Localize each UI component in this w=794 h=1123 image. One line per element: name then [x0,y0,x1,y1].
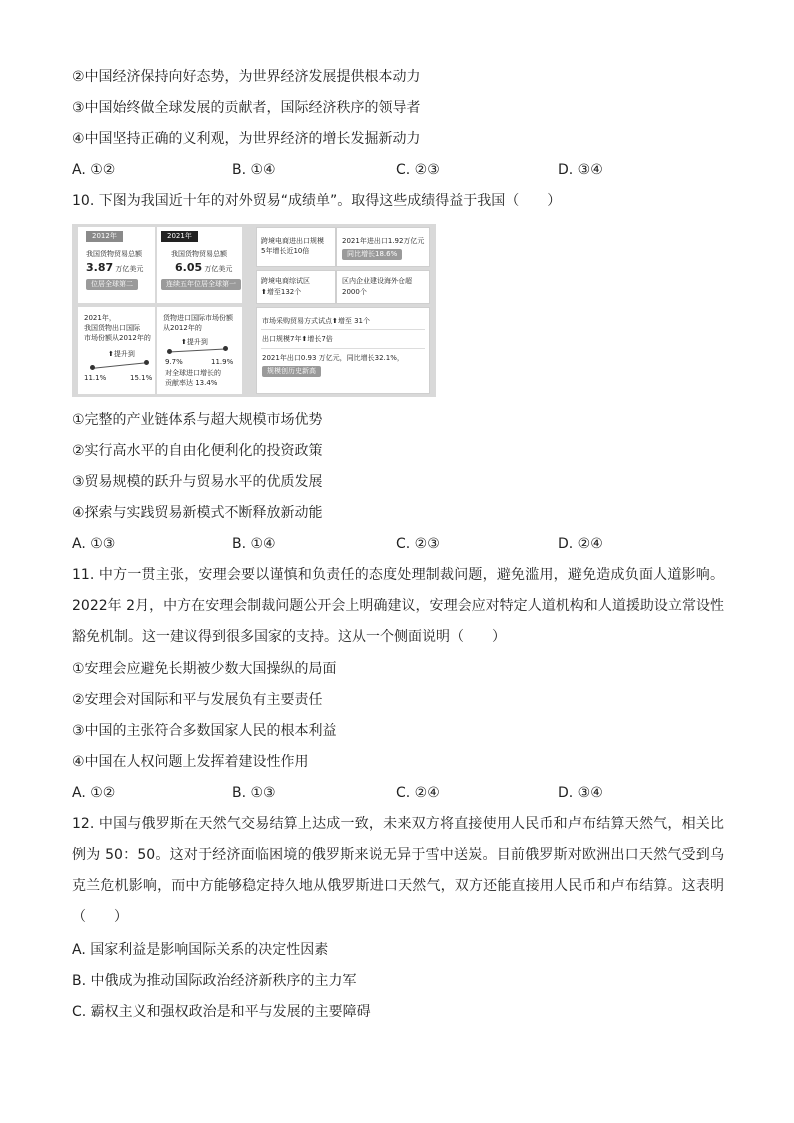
market-line-2b: 增长7倍 [307,335,333,343]
import-share-line-2: 从2012年的 [163,324,202,332]
import-share-dot-start [167,349,172,354]
q9-option-a[interactable]: A. ①② [72,162,116,178]
up-arrow-icon: ⬆ [261,288,267,296]
q12-option-b[interactable]: B. 中俄成为推动国际政治经济新秩序的主力军 [72,973,357,989]
market-line-1: 市场采购贸易方式试点 [262,317,332,325]
q11-option-c[interactable]: C. ②④ [396,785,440,801]
export-share-trend-line [92,362,148,369]
up-arrow-icon: ⬆ [108,350,114,358]
q10-option-a[interactable]: A. ①③ [72,536,116,552]
import-share-dot-end [223,346,228,351]
unit-2021: 万亿美元 [204,265,233,273]
export-share-line-1: 2021年， [84,314,116,322]
warehouse-line-2: 2000个 [342,288,367,296]
q12-option-a[interactable]: A. 国家利益是影响国际关系的决定性因素 [72,942,329,958]
pilot-zone-line-1: 跨境电商综试区 [261,277,310,285]
import-share-from: 9.7% [165,358,183,366]
q11-item-1: ①安理会应避免长期被少数大国操纵的局面 [72,661,337,677]
rank-2021-badge: 连续五年位居全球第一 [161,279,241,290]
ecommerce-line-2: 5年增长近10倍 [261,247,310,255]
q11-item-4: ④中国在人权问题上发挥着建设性作用 [72,754,309,770]
q10-option-b[interactable]: B. ①④ [232,536,276,552]
export-share-dot-start [90,365,95,370]
year-tag-2021: 2021年 [161,231,198,242]
card-cross-border-ecommerce [256,227,430,267]
q9-item-2: ②中国经济保持向好态势，为世界经济发展提供根本动力 [72,69,421,85]
q9-item-3: ③中国始终做全球发展的贡献者，国际经济秩序的领导者 [72,100,421,116]
record-high-badge: 规模创历史新高 [262,366,321,377]
warehouse-line-1: 区内企业建设海外仓超 [342,277,412,285]
q11-item-2: ②安理会对国际和平与发展负有主要责任 [72,692,323,708]
export-share-dot-end [144,360,149,365]
export-share-from: 11.1% [84,374,107,382]
label-2021-total: 我国货物贸易总额 [171,250,227,258]
pilot-zone-line-2: 增至132个 [266,288,302,296]
q9-option-b[interactable]: B. ①④ [232,162,276,178]
q11-option-a[interactable]: A. ①② [72,785,116,801]
market-line-1b: 增至 31个 [337,317,371,325]
ecommerce-growth-badge: 同比增长18.6% [342,249,402,260]
import-share-up-label: 提升到 [186,338,208,346]
value-2012: 3.87 [86,261,114,274]
rank-2012-badge: 位居全球第二 [86,279,138,290]
q9-option-d[interactable]: D. ③④ [558,162,603,178]
export-share-to: 15.1% [130,374,153,382]
market-line-3: 2021年出口0.93 万亿元，同比增长32.1%， [262,354,404,362]
label-2012-total: 我国货物贸易总额 [86,250,142,258]
value-2021: 6.05 [175,261,203,274]
market-line-2: 出口规模7年 [262,335,302,343]
q10-option-d[interactable]: D. ②④ [558,536,603,552]
up-arrow-icon: ⬆ [301,335,308,343]
card-market-procurement [256,307,430,394]
ecommerce-line-1: 跨境电商进出口规模 [261,237,324,245]
q10-option-c[interactable]: C. ②③ [396,536,440,552]
card-import-share [157,307,242,394]
card-pilot-zones [256,270,430,304]
q11-option-d[interactable]: D. ③④ [558,785,603,801]
q9-item-4: ④中国坚持正确的义利观，为世界经济的增长发掘新动力 [72,131,421,147]
q11-option-b[interactable]: B. ①③ [232,785,276,801]
trade-infographic [72,224,436,397]
import-share-line-1: 货物进口国际市场份额 [163,314,233,322]
import-share-line-3: 对全球进口增长的 [165,369,221,377]
export-share-line-2: 我国货物出口国际 [84,324,140,332]
up-arrow-icon: ⬆ [332,317,338,325]
card-2012 [78,227,155,303]
unit-2012: 万亿美元 [115,265,144,273]
import-share-to: 11.9% [211,358,234,366]
q10-item-2: ②实行高水平的自由化便利化的投资政策 [72,443,323,459]
q12-stem: 12. 中国与俄罗斯在天然气交易结算上达成一致，未来双方将直接使用人民币和卢布结算天然气，相关比例为 50：50。这对于经济面临困境的俄罗斯来说无异于雪中送炭。目前俄罗斯对欧洲出口天然气受到乌克兰危机影响，而中方能够稳定持久地从俄罗斯进口天然气，双方还能直接用人民币和卢布结算。这表明（ ） [72,816,724,925]
q11-stem: 11. 中方一贯主张，安理会要以谨慎和负责任的态度处理制裁问题，避免滥用，避免造成负面人道影响。2022年 2月，中方在安理会制裁问题公开会上明确建议，安理会应对特定人道机构和人道援助设立常设性豁免机制。这一建议得到很多国家的支持。这从一个侧面说明（ ） [72,567,724,645]
q11-item-3: ③中国的主张符合多数国家人民的根本利益 [72,723,337,739]
card-export-share [78,307,155,394]
up-arrow-icon: ⬆ [181,338,187,346]
export-share-up-label: 提升到 [113,350,135,358]
q12-option-c[interactable]: C. 霸权主义和强权政治是和平与发展的主要障碍 [72,1004,371,1020]
q10-item-4: ④探索与实践贸易新模式不断释放新动能 [72,505,323,521]
import-share-line-4: 贡献率达 13.4% [165,379,218,387]
card-2021 [157,227,242,303]
export-share-line-3: 市场份额从2012年的 [84,334,151,342]
q9-option-c[interactable]: C. ②③ [396,162,440,178]
import-share-trend-line [169,349,225,353]
year-tag-2012: 2012年 [86,231,123,242]
q10-item-3: ③贸易规模的跃升与贸易水平的优质发展 [72,474,323,490]
ecommerce-line-3: 2021年进出口1.92万亿元 [342,237,425,245]
q10-item-1: ①完整的产业链体系与超大规模市场优势 [72,412,323,428]
q10-stem: 10. 下图为我国近十年的对外贸易“成绩单”。取得这些成绩得益于我国（ ） [72,193,562,209]
